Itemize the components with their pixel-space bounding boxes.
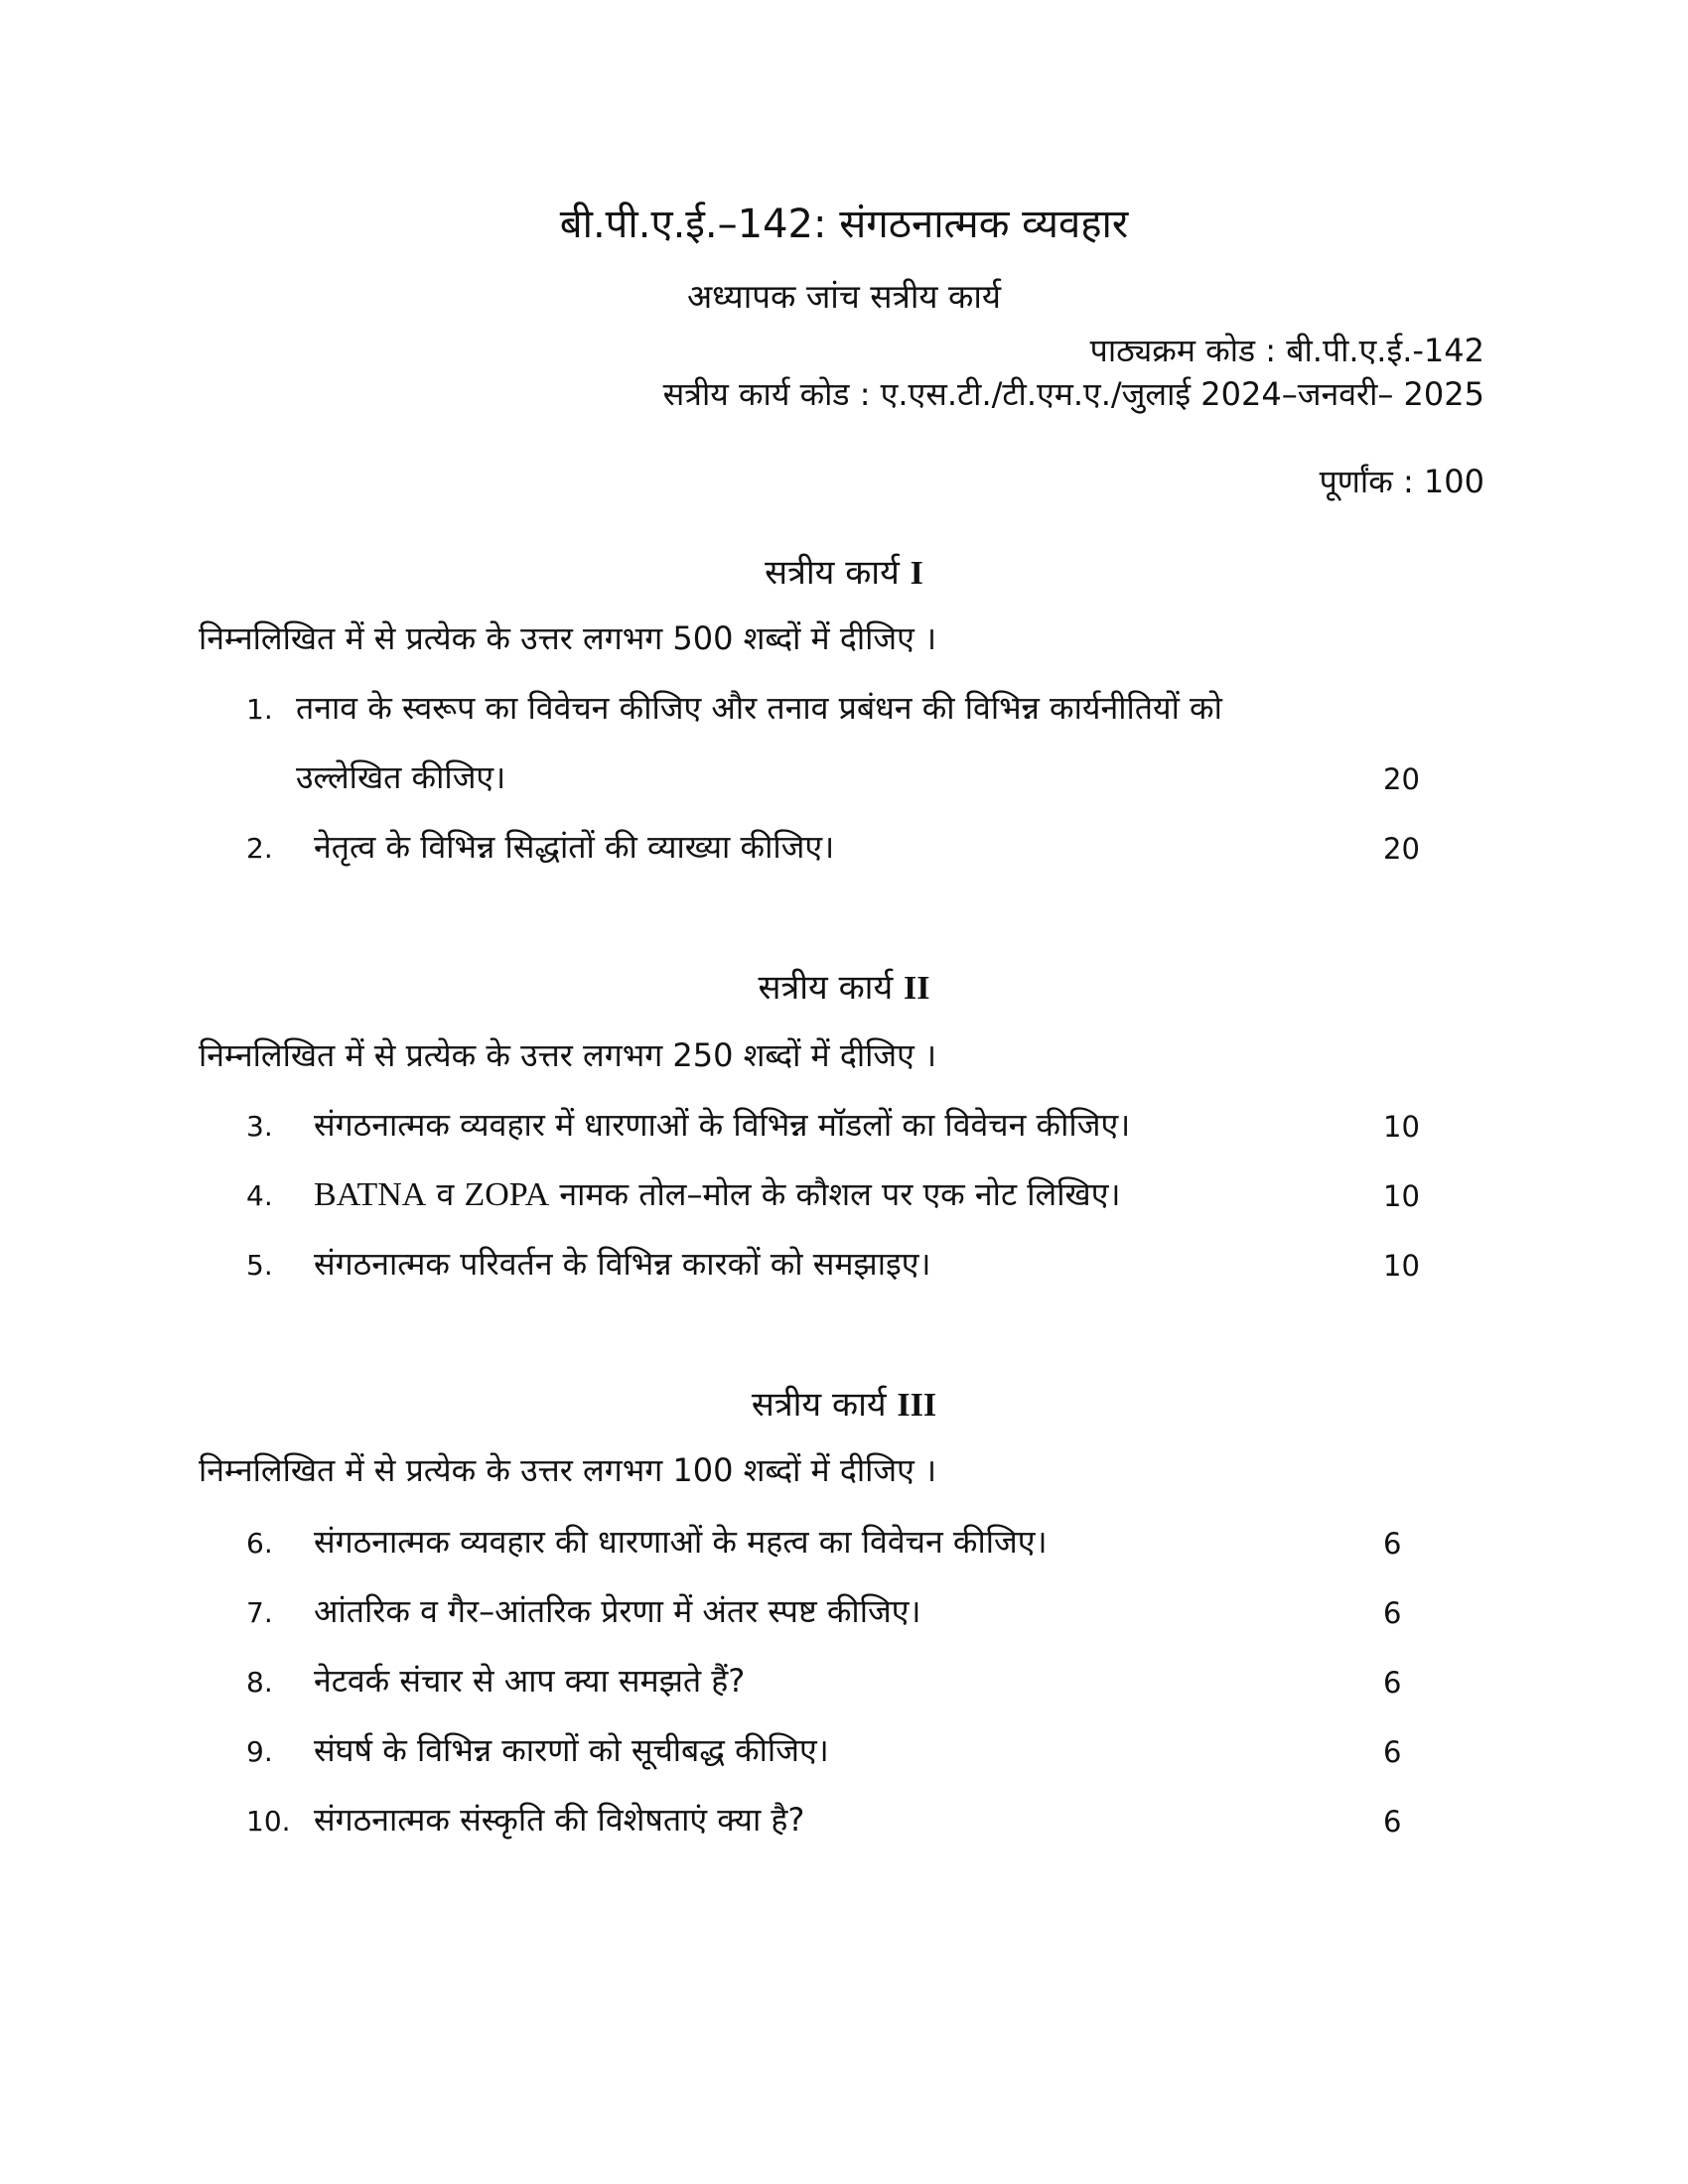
question-marks: 6 bbox=[1383, 1735, 1402, 1769]
question-number: 1. bbox=[246, 693, 273, 726]
assignment-code: सत्रीय कार्य कोड : ए.एस.टी./टी.एम.ए./जुलाई 2024–जनवरी– 2025 bbox=[662, 375, 1484, 413]
question-text: तनाव के स्वरूप का विवेचन कीजिए और तनाव प्रबंधन की विभिन्न कार्यनीतियों को bbox=[296, 689, 1222, 727]
question-marks: 20 bbox=[1383, 832, 1420, 866]
question-number: 4. bbox=[246, 1179, 273, 1212]
question-marks: 10 bbox=[1383, 1110, 1420, 1144]
question-number: 5. bbox=[246, 1249, 273, 1282]
question-text bbox=[314, 1171, 1121, 1218]
zopa-term: ZOPA bbox=[464, 1176, 550, 1213]
section-heading-roman: I bbox=[910, 555, 923, 592]
section-heading-1 bbox=[0, 548, 1688, 599]
question-number: 10. bbox=[246, 1805, 291, 1838]
question-number: 9. bbox=[246, 1735, 273, 1768]
page-subtitle: अध्यापक जांच सत्रीय कार्य bbox=[686, 277, 1002, 316]
question-number: 2. bbox=[246, 832, 273, 865]
question-marks: 6 bbox=[1383, 1596, 1402, 1630]
question-marks: 6 bbox=[1383, 1666, 1402, 1700]
question-text-rest: नामक तोल–मोल के कौशल पर एक नोट लिखिए। bbox=[549, 1175, 1121, 1213]
question-text: संगठनात्मक परिवर्तन के विभिन्न कारकों को समझाइए। bbox=[314, 1245, 931, 1283]
question-text: संगठनात्मक व्यवहार में धारणाओं के विभिन्न मॉडलों का विवेचन कीजिए। bbox=[314, 1106, 1131, 1144]
conjunction: व bbox=[426, 1175, 465, 1213]
section-instruction-2: निम्नलिखित में से प्रत्येक के उत्तर लगभग 250 शब्दों में दीजिए । bbox=[199, 1036, 937, 1074]
section-heading-text: सत्रीय कार्य bbox=[758, 968, 894, 1008]
question-number: 3. bbox=[246, 1110, 273, 1143]
question-marks: 6 bbox=[1383, 1527, 1402, 1561]
batna-term: BATNA bbox=[314, 1176, 427, 1213]
question-text: संगठनात्मक संस्कृति की विशेषताएं क्या है? bbox=[314, 1801, 805, 1839]
section-instruction-3: निम्नलिखित में से प्रत्येक के उत्तर लगभग 100 शब्दों में दीजिए । bbox=[199, 1451, 937, 1489]
question-number: 6. bbox=[246, 1527, 273, 1560]
question-text: आंतरिक व गैर–आंतरिक प्रेरणा में अंतर स्पष्ट कीजिए। bbox=[314, 1592, 921, 1630]
question-text: नेटवर्क संचार से आप क्या समझते हैं? bbox=[314, 1662, 746, 1700]
course-code: पाठ्यक्रम कोड : बी.पी.ए.ई.-142 bbox=[1089, 332, 1484, 369]
question-text-continued: उल्लेखित कीजिए। bbox=[296, 758, 506, 796]
question-marks: 10 bbox=[1383, 1179, 1420, 1213]
section-heading-roman: II bbox=[904, 970, 930, 1007]
section-instruction-1: निम्नलिखित में से प्रत्येक के उत्तर लगभग 500 शब्दों में दीजिए । bbox=[199, 619, 937, 657]
max-marks: पूर्णांक : 100 bbox=[1319, 463, 1484, 500]
question-marks: 10 bbox=[1383, 1249, 1420, 1283]
question-text: संघर्ष के विभिन्न कारणों को सूचीबद्ध कीजिए। bbox=[314, 1731, 829, 1769]
question-text: संगठनात्मक व्यवहार की धारणाओं के महत्व का विवेचन कीजिए। bbox=[314, 1523, 1048, 1561]
question-text: नेतृत्व के विभिन्न सिद्धांतों की व्याख्या कीजिए। bbox=[314, 828, 835, 866]
question-number: 8. bbox=[246, 1666, 273, 1699]
section-heading-text: सत्रीय कार्य bbox=[751, 1385, 887, 1425]
question-marks: 20 bbox=[1383, 762, 1420, 796]
section-heading-3 bbox=[0, 1380, 1688, 1431]
section-heading-2 bbox=[0, 963, 1688, 1014]
question-marks: 6 bbox=[1383, 1805, 1402, 1839]
section-heading-roman: III bbox=[897, 1387, 937, 1424]
question-number: 7. bbox=[246, 1596, 273, 1629]
section-heading-text: सत्रीय कार्य bbox=[765, 553, 900, 593]
page-title: बी.पी.ए.ई.–142: संगठनात्मक व्यवहार bbox=[559, 202, 1129, 247]
